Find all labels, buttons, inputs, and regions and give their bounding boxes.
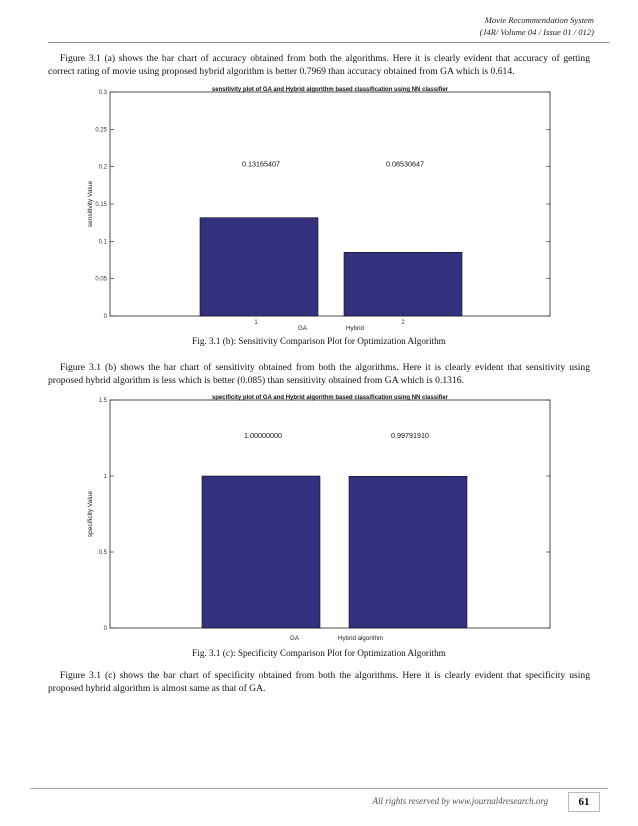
header-volume: (J4R/ Volume 04 / Issue 01 / 012) xyxy=(479,27,594,37)
footer-rule xyxy=(30,788,608,789)
figure-sensitivity xyxy=(84,84,554,336)
header-journal-title: Movie Recommendation System xyxy=(484,15,594,25)
x-tick-label: 1 xyxy=(254,320,258,326)
paragraph-sensitivity-text: Figure 3.1 (b) shows the bar chart of sensitivity obtained from both the algorithms. Here it is clearly evident that sensitivity using proposed hybrid algorithm is less which is better (0.085) than sensitivity obtained from GA which is 0.1316. xyxy=(48,362,590,386)
bar-ga xyxy=(202,476,320,628)
chart-title: sensitivity plot of GA and Hybrid algorithm based classification using NN classifier xyxy=(211,87,449,93)
paragraph-specificity xyxy=(48,669,590,695)
plot-frame xyxy=(110,92,550,316)
y-tick-label: 1.5 xyxy=(98,398,107,404)
caption-fig-c: Fig. 3.1 (c): Specificity Comparison Plot for Optimization Algorithm xyxy=(192,648,446,658)
paragraph-sensitivity xyxy=(48,361,590,387)
y-axis-label: specificity Value xyxy=(87,490,94,538)
y-tick-label: 0.25 xyxy=(95,127,107,134)
running-header xyxy=(480,14,594,38)
category-label: GA xyxy=(298,325,307,332)
figure-specificity xyxy=(84,388,554,644)
chart-title: specificity plot of GA and Hybrid algorithm based classification using NN classifier xyxy=(211,395,449,401)
paragraph-accuracy-text: Figure 3.1 (a) shows the bar chart of accuracy obtained from both the algorithms. Here it is clearly evident that accuracy of getting correct rating of movie using proposed hybrid algorithm is better 0.7969 than accuracy obtained from GA which is 0.614. xyxy=(48,53,590,77)
data-label: 0.13165407 xyxy=(242,159,280,169)
category-label: Hybrid xyxy=(346,325,364,332)
data-label: 1.00000000 xyxy=(244,431,282,440)
y-tick-label: 0.2 xyxy=(98,164,107,171)
header-rule xyxy=(48,42,610,43)
data-label: 0.08530647 xyxy=(386,159,424,169)
specificity-chart xyxy=(84,388,554,644)
y-tick-label: 0 xyxy=(103,314,107,320)
footer-rights: All rights reserved by www.journal4research.org xyxy=(372,796,548,806)
bar-ga xyxy=(200,218,318,316)
y-axis-label: sensitivity Value xyxy=(87,180,94,228)
data-label: 0.99791910 xyxy=(391,431,429,440)
paragraph-specificity-text: Figure 3.1 (c) shows the bar chart of specificity obtained from both the algorithms. Here it is clearly evident that specificity using proposed hybrid algorithm is almost same as that of GA. xyxy=(48,670,590,694)
y-tick-label: 0.05 xyxy=(95,276,107,283)
y-tick-label: 0.1 xyxy=(98,239,107,246)
bar-hybrid xyxy=(344,252,462,316)
page-number: 61 xyxy=(568,792,600,812)
category-label: GA xyxy=(290,635,299,642)
x-tick-label: 2 xyxy=(401,320,405,326)
y-tick-label: 0 xyxy=(103,626,107,632)
y-tick-label: 0.3 xyxy=(98,90,107,96)
paragraph-accuracy xyxy=(48,52,590,78)
caption-fig-b: Fig. 3.1 (b): Sensitivity Comparison Plot for Optimization Algorithm xyxy=(192,336,446,346)
plot-frame xyxy=(110,400,550,628)
sensitivity-chart xyxy=(84,84,554,336)
bar-hybrid-algorithm xyxy=(349,476,467,628)
y-tick-label: 1 xyxy=(103,474,107,480)
y-tick-label: 0.15 xyxy=(95,202,107,208)
category-label: Hybrid algorithm xyxy=(338,635,384,642)
y-tick-label: 0.5 xyxy=(98,550,107,556)
